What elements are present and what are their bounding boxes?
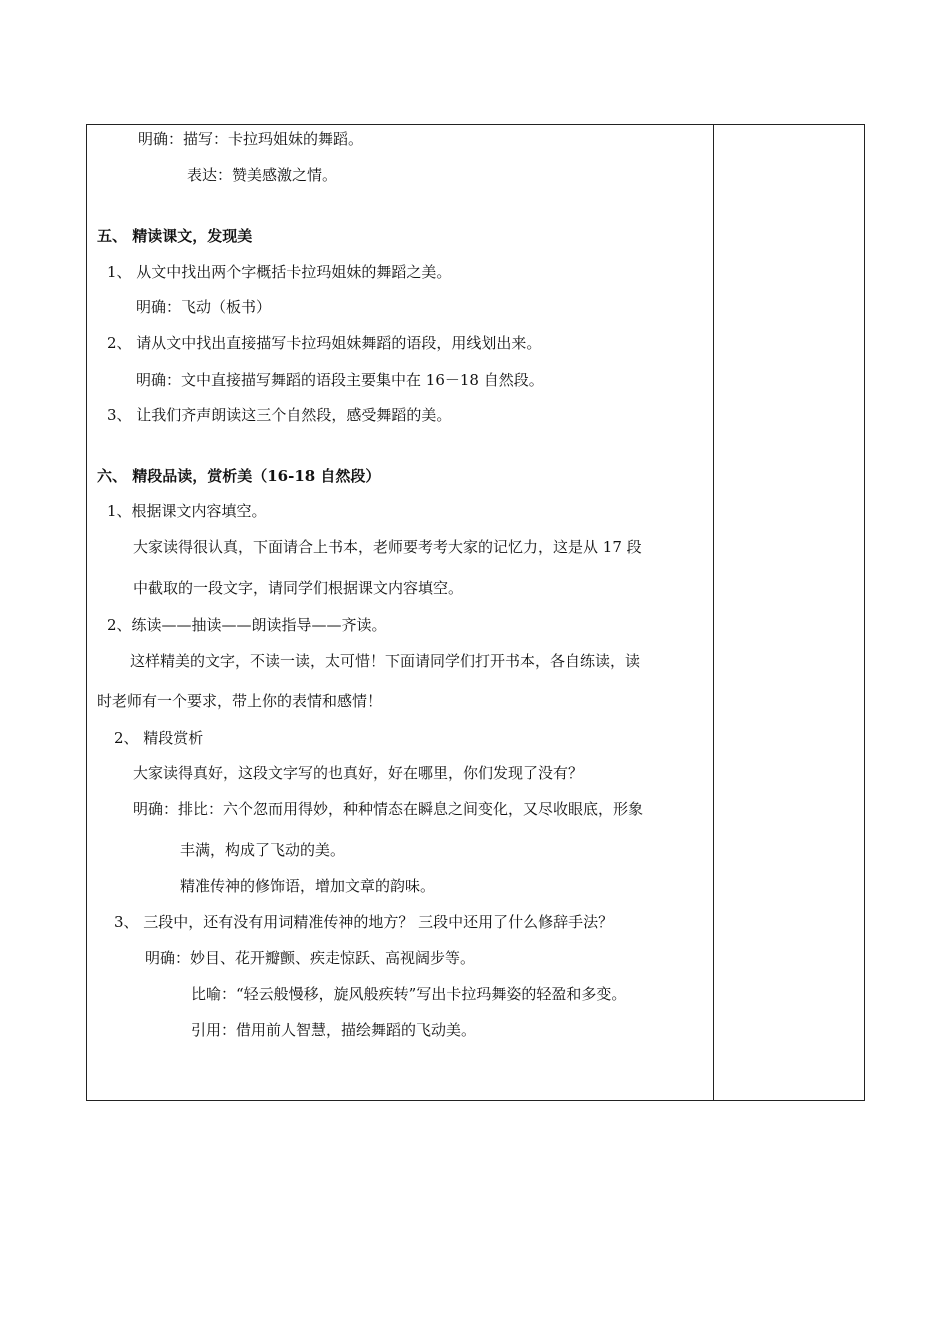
- column-divider: [713, 125, 714, 1100]
- text-line: 时老师有一个要求，带上你的表情和感情！: [97, 692, 383, 710]
- section-heading-6: 六、 精段品读，赏析美（16-18 自然段）: [97, 467, 381, 485]
- text-line: 这样精美的文字，不读一读，太可惜！下面请同学们打开书本，各自练读，读: [130, 652, 641, 670]
- text-line: 引用：借用前人智慧，描绘舞蹈的飞动美。: [191, 1021, 477, 1039]
- text-line: 大家读得很认真，下面请合上书本，老师要考考大家的记忆力，这是从 17 段: [133, 538, 642, 556]
- text-line: 明确：妙目、花开瓣颤、疾走惊跃、高视阔步等。: [145, 949, 476, 967]
- lesson-table: [86, 124, 865, 1101]
- text-line: 3、 三段中，还有没有用词精准传神的地方？ 三段中还用了什么修辞手法？: [114, 913, 614, 931]
- text-line: 丰满，构成了飞动的美。: [180, 841, 346, 859]
- text-line: 明确：描写：卡拉玛姐妹的舞蹈。: [138, 130, 364, 148]
- section-heading-5: 五、 精读课文，发现美: [97, 227, 253, 245]
- text-line: 明确：排比：六个忽而用得妙，种种情态在瞬息之间变化，又尽收眼底，形象: [133, 800, 644, 818]
- text-line: 2、 精段赏析: [114, 729, 204, 747]
- text-line: 2、练读——抽读——朗读指导——齐读。: [107, 616, 387, 634]
- text-line: 表达：赞美感激之情。: [187, 166, 338, 184]
- text-line: 精准传神的修饰语，增加文章的韵味。: [180, 877, 436, 895]
- text-line: 中截取的一段文字，请同学们根据课文内容填空。: [133, 579, 464, 597]
- text-line: 1、根据课文内容填空。: [107, 502, 267, 520]
- text-line: 明确：飞动（板书）: [136, 298, 272, 316]
- text-line: 2、 请从文中找出直接描写卡拉玛姐妹舞蹈的语段，用线划出来。: [107, 334, 542, 352]
- text-line: 3、 让我们齐声朗读这三个自然段，感受舞蹈的美。: [107, 406, 452, 424]
- text-line: 比喻：“轻云般慢移，旋风般疾转”写出卡拉玛舞姿的轻盈和多变。: [191, 985, 627, 1003]
- text-line: 明确：文中直接描写舞蹈的语段主要集中在 16－18 自然段。: [136, 371, 544, 389]
- text-line: 1、 从文中找出两个字概括卡拉玛姐妹的舞蹈之美。: [107, 263, 452, 281]
- text-line: 大家读得真好，这段文字写的也真好，好在哪里，你们发现了没有？: [133, 764, 584, 782]
